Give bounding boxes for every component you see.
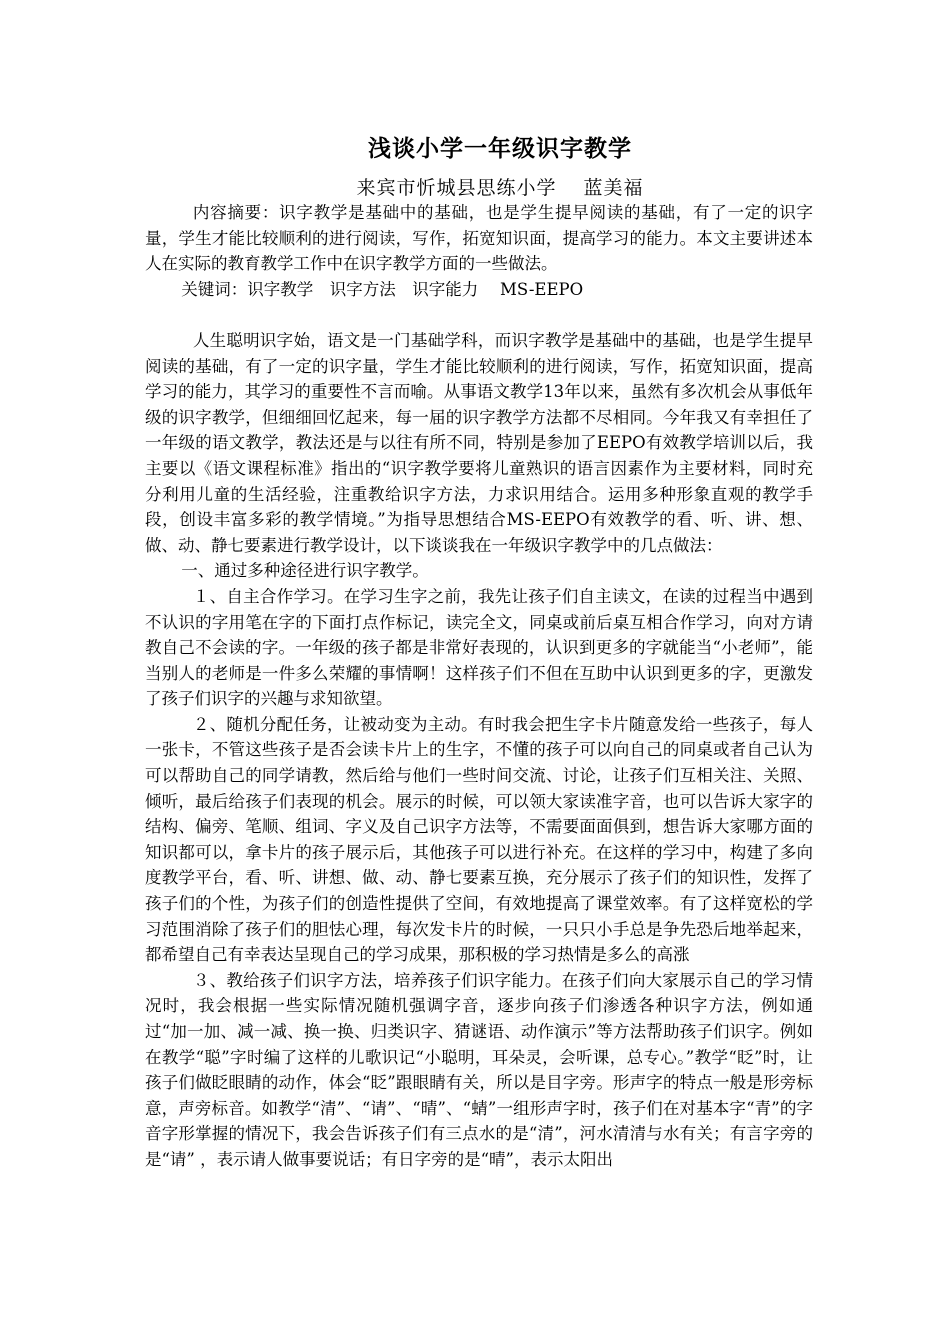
body-paragraph: １、自主合作学习。在学习生字之前，我先让孩子们自主读文，在读的过程当中遇到不认识的字用笔在字的下面打点作标记，读完全文，同桌或前后桌互相合作学习，向对方请教自己不会读的字。一年级的孩子都是非常好表现的，认识到更多的字就能当“小老师”，能当别人的老师是一件多么荣耀的事情啊！这样孩子们不但在互助中认识到更多的字，更激发了孩子们识字的兴趣与求知欲望。 bbox=[145, 586, 813, 709]
author-line: 来宾市忻城县思练小学 蓝美福 bbox=[356, 177, 644, 199]
keywords-line: 关键词：识字教学 识字方法 识字能力 MS-EEPO bbox=[181, 279, 584, 299]
abstract-paragraph: 内容摘要：识字教学是基础中的基础，也是学生提早阅读的基础，有了一定的识字量，学生才能比较顺利的进行阅读，写作，拓宽知识面，提高学习的能力。本文主要讲述本人在实际的教育教学工作中在识字教学方面的一些做法。 bbox=[145, 203, 813, 274]
document-title: 浅谈小学一年级识字教学 bbox=[368, 136, 632, 162]
document-body bbox=[145, 200, 813, 1173]
paragraph-spacer bbox=[145, 302, 813, 328]
body-paragraph: ２、随机分配任务，让被动变为主动。有时我会把生字卡片随意发给一些孩子，每人一张卡，不管这些孩子是否会读卡片上的生字，不懂的孩子可以向自己的同桌或者自己认为可以帮助自己的同学请教，然后给与他们一些时间交流、讨论，让孩子们互相关注、关照、倾听，最后给孩子们表现的机会。展示的时候，可以领大家读准字音，也可以告诉大家字的结构、偏旁、笔顺、组词、字义及自己识字方法等，不需要面面俱到，想告诉大家哪方面的知识都可以，拿卡片的孩子展示后，其他孩子可以进行补充。在这样的学习中，构建了多向度教学平台，看、听、讲想、做、动、静七要素互换，充分展示了孩子们的知识性，发挥了孩子们的个性，为孩子们的创造性提供了空间，有效地提高了课堂效率。有了这样宽松的学习范围消除了孩子们的胆怯心理，每次发卡片的时候，一只只小手总是争先恐后地举起来，都希望自己有幸表达呈现自己的学习成果，那积极的学习热情是多么的高涨 bbox=[145, 714, 813, 965]
body-paragraph: 人生聪明识字始，语文是一门基础学科，而识字教学是基础中的基础，也是学生提早阅读的基础，有了一定的识字量，学生才能比较顺利的进行阅读，写作，拓宽知识面，提高学习的能力，其学习的重要性不言而喻。从事语文教学13年以来，虽然有多次机会从事低年级的识字教学，但细细回忆起来，每一届的识字教学方法都不尽相同。今年我又有幸担任了一年级的语文教学，教法还是与以往有所不同，特别是参加了EEPO有效教学培训以后，我主要以《语文课程标准》指出的“识字教学要将儿童熟识的语言因素作为主要材料，同时充分利用儿童的生活经验，注重教给识字方法，力求识用结合。运用多种形象直观的教学手段，创设丰富多彩的教学情境。”为指导思想结合MS-EEPO有效教学的看、听、讲、想、做、动、静七要素进行教学设计，以下谈谈我在一年级识字教学中的几点做法： bbox=[145, 330, 813, 555]
section-heading: 一、通过多种途径进行识字教学。 bbox=[181, 561, 429, 581]
body-paragraph: ３、教给孩子们识字方法，培养孩子们识字能力。在孩子们向大家展示自己的学习情况时，我会根据一些实际情况随机强调字音，逐步向孩子们渗透各种识字方法，例如通过“加一加、减一减、换一换、归类识字、猜谜语、动作演示”等方法帮助孩子们识字。例如在教学“聪”字时编了这样的儿歌识记“小聪明，耳朵灵，会听课，总专心。”教学“眨”时，让孩子们做眨眼睛的动作，体会“眨”跟眼睛有关，所以是目字旁。形声字的特点一般是形旁标意，声旁标音。如教学“清”、“请”、“晴”、“蜻”一组形声字时，孩子们在对基本字“青”的字音字形掌握的情况下，我会告诉孩子们有三点水的是“清”，河水清清与水有关；有言字旁的是“请” ，表示请人做事要说话；有日字旁的是“晴”，表示太阳出 bbox=[145, 970, 813, 1169]
